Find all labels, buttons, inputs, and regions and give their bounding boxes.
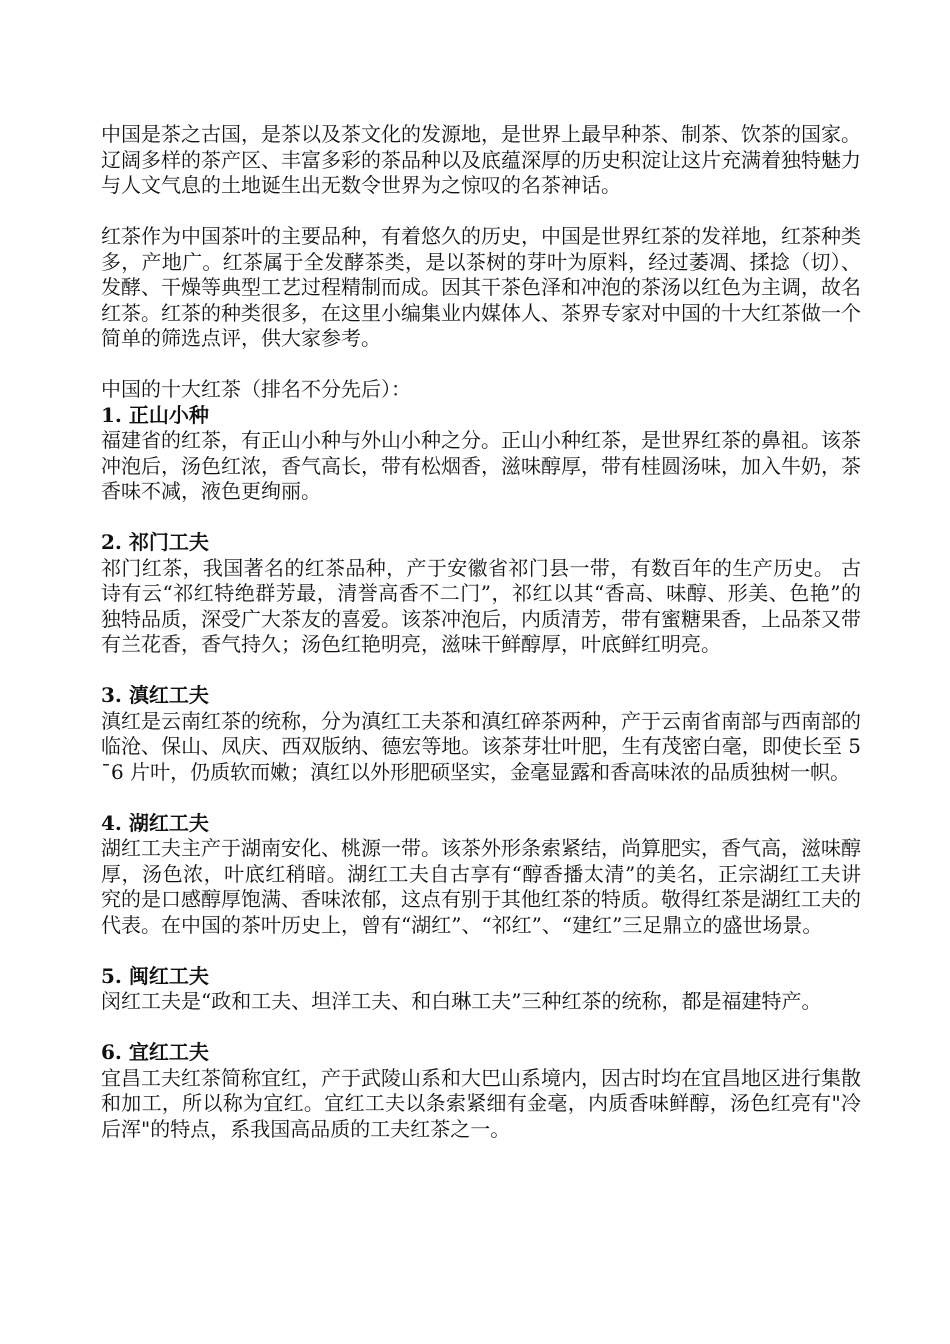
section-body: 湖红工夫主产于湖南安化、桃源一带。该茶外形条索紧结，尚算肥实，香气高，滋味醇厚，汤色浓，叶底红稍暗。湖红工夫自古享有“醇香播太清”的美名，正宗湖红工夫讲究的是口感醇厚饱满、香味浓郁，这点有别于其他红茶的特质。敬得红茶是湖红工夫的代表。在中国的茶叶历史上，曾有“湖红”、“祁红”、“建红”三足鼎立的盛世场景。	[101, 836, 861, 937]
section-minhong-gongfu	[101, 964, 861, 1015]
section-title: 4. 湖红工夫	[101, 810, 209, 835]
section-title: 2. 祁门工夫	[101, 530, 209, 554]
section-body: 宜昌工夫红茶简称宜红，产于武陵山系和大巴山系境内，因古时均在宜昌地区进行集散和加工，所以称为宜红。宜红工夫以条索紧细有金毫，内质香味鲜醇，汤色红亮有"冷后浑"的特点，系我国高品质的工夫红茶之一。	[101, 1065, 861, 1141]
document-page	[101, 122, 861, 1168]
section-yihong-gongfu	[101, 1040, 861, 1142]
section-qimen-gongfu	[101, 530, 861, 658]
intro-paragraph-1: 中国是茶之古国，是茶以及茶文化的发源地，是世界上最早种茶、制茶、饮茶的国家。辽阔多样的茶产区、丰富多彩的茶品种以及底蕴深厚的历史积淀让这片充满着独特魅力与人文气息的土地诞生出无数令世界为之惊叹的名茶神话。	[101, 122, 861, 197]
section-zhengshan-xiaozhong	[101, 403, 861, 505]
intro-paragraph-2: 红茶作为中国茶叶的主要品种，有着悠久的历史，中国是世界红茶的发祥地，红茶种类多，产地广。红茶属于全发酵茶类，是以茶树的芽叶为原料，经过萎凋、揉捻（切）、发酵、干燥等典型工艺过程精制而成。因其干茶色泽和冲泡的茶汤以红色为主调，故名红茶。红茶的种类很多，在这里小编集业内媒体人、茶界专家对中国的十大红茶做一个简单的筛选点评，供大家参考。	[101, 224, 861, 350]
section-body: 福建省的红茶，有正山小种与外山小种之分。正山小种红茶，是世界红茶的鼻祖。该茶冲泡后，汤色红浓，香气高长，带有松烟香，滋味醇厚，带有桂圆汤味，加入牛奶，茶香味不减，液色更绚丽。	[101, 428, 861, 503]
section-dianhong-gongfu	[101, 683, 861, 785]
section-body: 祁门红茶，我国著名的红茶品种，产于安徽省祁门县一带，有数百年的生产历史。 古诗有云“祁红特绝群芳最，清誉高香不二门”，祁红以其“香高、味醇、形美、色艳”的独特品质，深受广大茶友的喜爱。该茶冲泡后，内质清芳，带有蜜糖果香，上品茶又带有兰花香，香气持久；汤色红艳明亮，滋味干鲜醇厚，叶底鲜红明亮。	[101, 555, 861, 656]
list-intro: 中国的十大红茶（排名不分先后）：	[101, 377, 411, 401]
section-title: 3. 滇红工夫	[101, 683, 209, 707]
section-body: 滇红是云南红茶的统称，分为滇红工夫茶和滇红碎茶两种，产于云南省南部与西南部的临沧、保山、凤庆、西双版纳、德宏等地。该茶芽壮叶肥，生有茂密白毫，即使长至 5¯6 片叶，仍质软而嫩；滇红以外形肥硕坚实，金毫显露和香高味浓的品质独树一帜。	[101, 708, 861, 784]
section-title: 5. 闽红工夫	[101, 963, 209, 988]
section-title: 1. 正山小种	[101, 402, 209, 427]
section-title: 6. 宜红工夫	[101, 1040, 209, 1064]
section-body: 闵红工夫是“政和工夫、坦洋工夫、和白琳工夫”三种红茶的统称，都是福建特产。	[101, 989, 822, 1013]
section-huhong-gongfu	[101, 811, 861, 939]
